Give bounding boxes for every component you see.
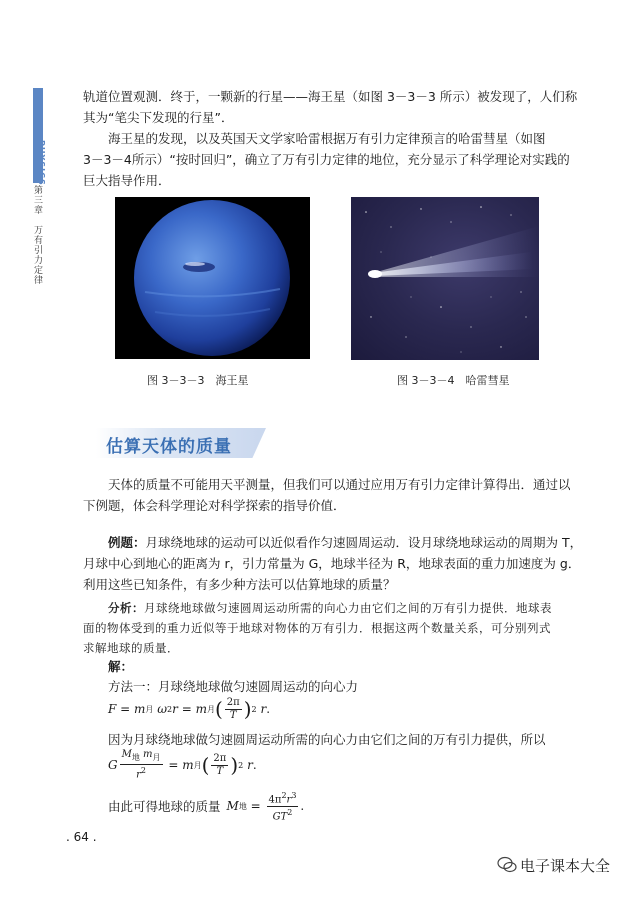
intro-line: 3－3－4所示）“按时回归”，确立了万有引力定律的地位，充分显示了科学理论对实践的: [83, 152, 570, 167]
comet-caption: 图 3－3－4 哈雷彗星: [397, 374, 510, 387]
intro-line: 海王星的发现，以及英国天文学家哈雷根据万有引力定律预言的哈雷彗星（如图: [108, 131, 546, 146]
therefore-text: 由此可得地球的质量: [108, 799, 221, 815]
example-label: 例题：: [108, 535, 146, 550]
section-intro: [83, 474, 583, 516]
section-intro-line: 天体的质量不可能用天平测量，但我们可以通过应用万有引力定律计算得出．通过以: [108, 477, 571, 492]
watermark-text: 电子课本大全: [520, 857, 611, 875]
solution-label: 解：: [108, 659, 134, 674]
example-block: [83, 532, 588, 595]
wechat-icon: [497, 856, 517, 874]
section-title: 估算天体的质量: [106, 437, 232, 457]
halley-comet-image: [351, 197, 539, 360]
analysis-line: 面的物体受到的重力近似等于地球对物体的万有引力．根据这两个数量关系，可分别列式: [83, 621, 551, 635]
intro-line: 轨道位置观测．终于，一颗新的行星——海王星（如图 3－3－3 所示）被发现了，人们称: [83, 89, 578, 104]
earth-mass-result: [108, 790, 304, 824]
neptune-image: [115, 197, 310, 359]
example-line: 月球绕地球的运动可以近似看作匀速圆周运动．设月球绕地球运动的周期为 T，: [145, 535, 583, 550]
intro-paragraph: [83, 86, 583, 191]
sidebar-chapter-label: 第三章 万有引力定律: [32, 185, 42, 285]
analysis-block: [83, 598, 588, 658]
section-intro-line: 下例题，体会科学理论对科学探索的指导价值．: [83, 498, 346, 513]
equation-centripetal-force: F = m 月 ω 2 r = m 月 ( $\frac{2\pi}{T}$ ) 2 r .: [108, 696, 271, 721]
analysis-line: 求解地球的质量．: [83, 641, 179, 655]
sidebar-physics-label: PHYSICS: [37, 140, 46, 186]
page-number: . 64 .: [66, 830, 97, 844]
equation-earth-mass: M 地 = $\frac{4\pi^2r^3}{GT^2}$ .: [226, 791, 305, 823]
equation-gravitation: G $\frac{M_地 m_月}{r^2}$ = m 月 ( $\frac{2\pi}{T}$ ) 2 r .: [108, 748, 257, 781]
analysis-label: 分析：: [108, 601, 144, 615]
because-text: 因为月球绕地球做匀速圆周运动所需的向心力由它们之间的万有引力提供，所以: [108, 732, 546, 747]
intro-line: 巨大指导作用．: [83, 173, 171, 188]
method1-text: 方法一：月球绕地球做匀速圆周运动的向心力: [108, 679, 359, 694]
analysis-line: 月球绕地球做匀速圆周运动所需的向心力由它们之间的万有引力提供．地球表: [144, 601, 552, 615]
intro-line: 其为“笔尖下发现的行星”．: [83, 110, 234, 125]
example-line: 利用这些已知条件，有多少种方法可以估算地球的质量？: [83, 577, 396, 592]
neptune-caption: 图 3－3－3 海王星: [147, 374, 249, 387]
example-line: 月球中心到地心的距离为 r，引力常量为 G，地球半径为 R，地球表面的重力加速度为 g．: [83, 556, 581, 571]
